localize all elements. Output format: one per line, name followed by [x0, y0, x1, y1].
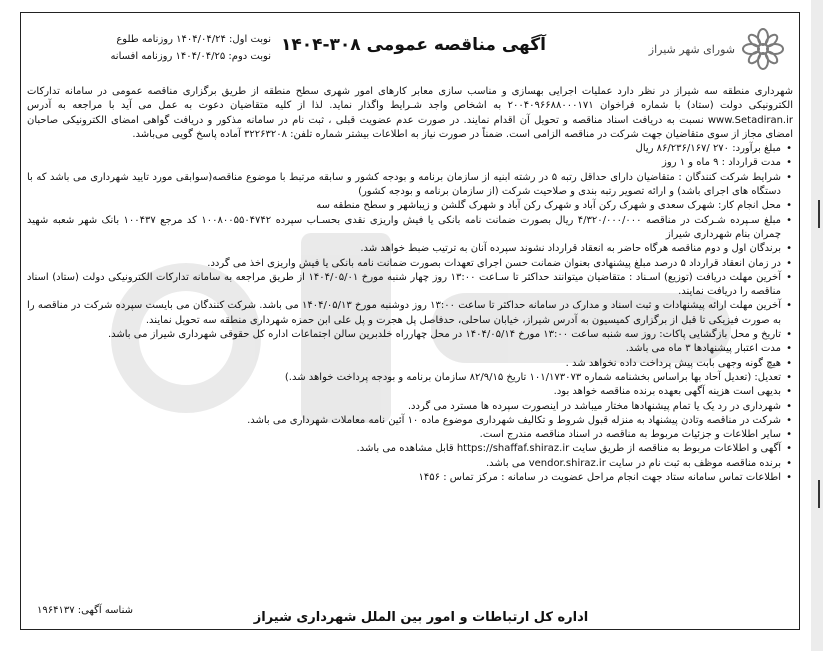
logo-text: شورای شهر شیراز	[648, 42, 735, 56]
list-item: • آگهی و اطلاعات مربوط به مناقصه از طریق سایت https://shaffaf.shiraz.ir قابل مشاهده می باشد.	[27, 442, 793, 456]
list-item: • محل انجام کار: شهرک سعدی و شهرک رکن آباد و شهرک رکن آباد و شهرک گلشن و زیباشهر و سطح منطقه سه	[27, 199, 793, 213]
notice-title: آگهی مناقصه عمومی ۳۰۸-۱۴۰۴	[280, 35, 546, 55]
list-item: • تعدیل: (تعدیل آحاد بها براساس بخشنامه شماره ۱۰۱/۱۷۳۰۷۳ تاریخ ۸۲/۹/۱۵ سازمان برنامه و بودجه پرداخت خواهد شد.)	[27, 371, 793, 385]
publication-dates	[31, 31, 271, 65]
list-item: • مبلغ برآورد: ۲۷۰ /۸۶/۲۳۶/۱۶۷ ریال	[27, 142, 793, 156]
ad-id: شناسه آگهی: ۱۹۶۴۱۳۷	[37, 605, 134, 616]
list-item: • شرایط شرکت کنندگان : متقاضیان دارای حداقل رتبه ۵ در رشته ابنیه از سازمان برنامه و بودجه کشور و سابقه مرتبط با موضوع مناقصه(سوابقی مورد تایید شهرداری می باشد که با دستگاه های اجرای باشد) و ارائه تصویر رتبه بندی و صلاحیت شرکت (از سازمان برنامه و بودجه کشور)	[27, 171, 793, 200]
list-item: • مدت اعتبار پیشنهادها ۳ ماه می باشد.	[27, 342, 793, 356]
list-item: • هیچ گونه وجهی بابت پیش پرداخت داده نخواهد شد .	[27, 357, 793, 371]
list-item: • شهرداری در رد یک یا تمام پیشنهادها مختار میباشد در اینصورت سپرده ها مسترد می گردد.	[27, 400, 793, 414]
edge-mark	[818, 480, 820, 508]
list-item: • برنده مناقصه موظف به ثبت نام در سایت vendor.shiraz.ir می باشد.	[27, 457, 793, 471]
list-item: • تاریخ و محل بازگشایی پاکات: روز سه شنبه ساعت ۱۳:۰۰ مورخ ۱۴۰۴/۰۵/۱۴ در محل چهارراه خلدبرین سالن اجتماعات اداره کل حقوقی شهرداری شیراز می باشد.	[27, 328, 793, 342]
list-item: • شرکت در مناقصه وتادن پیشنهاد به منزله قبول شروط و تکالیف شهرداری موضوع ماده ۱۰ آئین نامه معاملات شهرداری می باشد.	[27, 414, 793, 428]
issuing-office: اداره کل ارتباطات و امور بین الملل شهرداری شیراز	[253, 610, 589, 625]
flower-emblem-icon	[741, 27, 785, 71]
list-item: • بدیهی است هزینه آگهی بعهده برنده مناقصه خواهد بود.	[27, 385, 793, 399]
tender-notice	[20, 12, 800, 630]
list-item: • سایر اطلاعات و جزئیات مربوط به مناقصه در اسناد مناقصه مندرج است.	[27, 428, 793, 442]
shiraz-council-logo	[648, 23, 785, 75]
list-item: • آخرین مهلت ارائه پیشنهادات و ثبت اسناد و مدارک در سامانه حداکثر تا ساعت ۱۳:۰۰ روز دوشنبه مورخ ۱۴۰۴/۰۵/۱۳ می باشد. شرکت کنندگان می بایست سپرده شرکت در مناقصه را به صورت فیزیکی تا قبل از برگزاری کمیسیون به آدرس شیراز، خیابان ساحلی، حدفاصل پل هجرت و پل علی ابن حمزه شهرداری منطقه سه تحویل نمایند.	[27, 299, 793, 328]
intro-paragraph: شهرداری منطقه سه شیراز در نظر دارد عملیات اجرایی بهسازی و مناسب سازی معابر کارهای امور شهری سطح منطقه از طریق برگزاری مناقصه عمومی در سامانه تدارکات الکترونیکی دولت (ستاد) با شماره فراخوان ۲۰۰۴۰۹۶۶۸۸۰۰۰۱۷۱ به اشخاص واجد شـرایط واگذار نماید. لذا از کلیه متقاضیان دعوت به عمل می آید با مراجعه به آدرس www.Setadiran.ir نسبت به دریافت اسناد مناقصه و تحویل آن اقدام نمایند. در صورت عدم عضویت قبلی ، ثبت نام در سامانه مذکور و دریافت گواهی امضای الکترونیکی صاحبان امضای مجاز از سوی متقاضیان جهت شرکت در مناقصه الزامی است. ضمناً در صورت نیاز به اطلاعات بیشتر شماره تلفن: ۳۲۲۶۳۲۰۸ آماده پاسخ گویی می‌باشد.	[27, 86, 793, 140]
notice-body	[27, 85, 793, 485]
edge-mark	[818, 200, 820, 228]
list-item: • اطلاعات تماس سامانه ستاد جهت انجام مراحل عضویت در سامانه : مرکز تماس : ۱۴۵۶	[27, 471, 793, 485]
list-item: • برندگان اول و دوم مناقصه هرگاه حاضر به انعقاد قرارداد نشوند سپرده آنان به ترتیب ضبط خواهد شد.	[27, 242, 793, 256]
list-item: • آخرین مهلت دریافت (توزیع) اسـناد : متقاضیان میتوانند حداکثر تا سـاعت ۱۳:۰۰ روز چهار شنبه مورخ ۱۴۰۴/۰۵/۰۱ از طریق مراجعه به سامانه تدارکات الکترونیکی دولت (ستاد) اسناد مناقصه را دریافت نمایند.	[27, 271, 793, 300]
publish-second: نوبت دوم: ۱۴۰۴/۰۴/۲۵ روزنامه افسانه	[110, 51, 271, 62]
list-item: • مبلغ سـپرده شـرکت در مناقصه ۴/۳۲۰/۰۰۰/۰۰۰ ریال بصورت ضمانت نامه بانکی یا فیش واریزی نقدی بحسـاب سپرده ۱۰۰۸۰۰۵۵۰۴۷۴۲ کد مرجع ۱۰۰۴۳۷ بانک شهر شعبه شهید چمران بنام شهرداری شیراز	[27, 214, 793, 243]
list-item: • در زمان انعقاد قرارداد ۵ درصد مبلغ پیشنهادی بعنوان ضمانت حسن اجرای تعهدات بصورت ضمانت نامه بانکی یا فیش واریزی اخذ می گردد.	[27, 257, 793, 271]
list-item: • مدت قرارداد : ۹ ماه و ۱ روز	[27, 156, 793, 170]
conditions-list	[27, 142, 793, 485]
notice-header	[21, 13, 799, 83]
scroll-edge[interactable]	[811, 0, 823, 651]
publish-first: نوبت اول: ۱۴۰۴/۰۴/۲۴ روزنامه طلوع	[116, 34, 271, 45]
